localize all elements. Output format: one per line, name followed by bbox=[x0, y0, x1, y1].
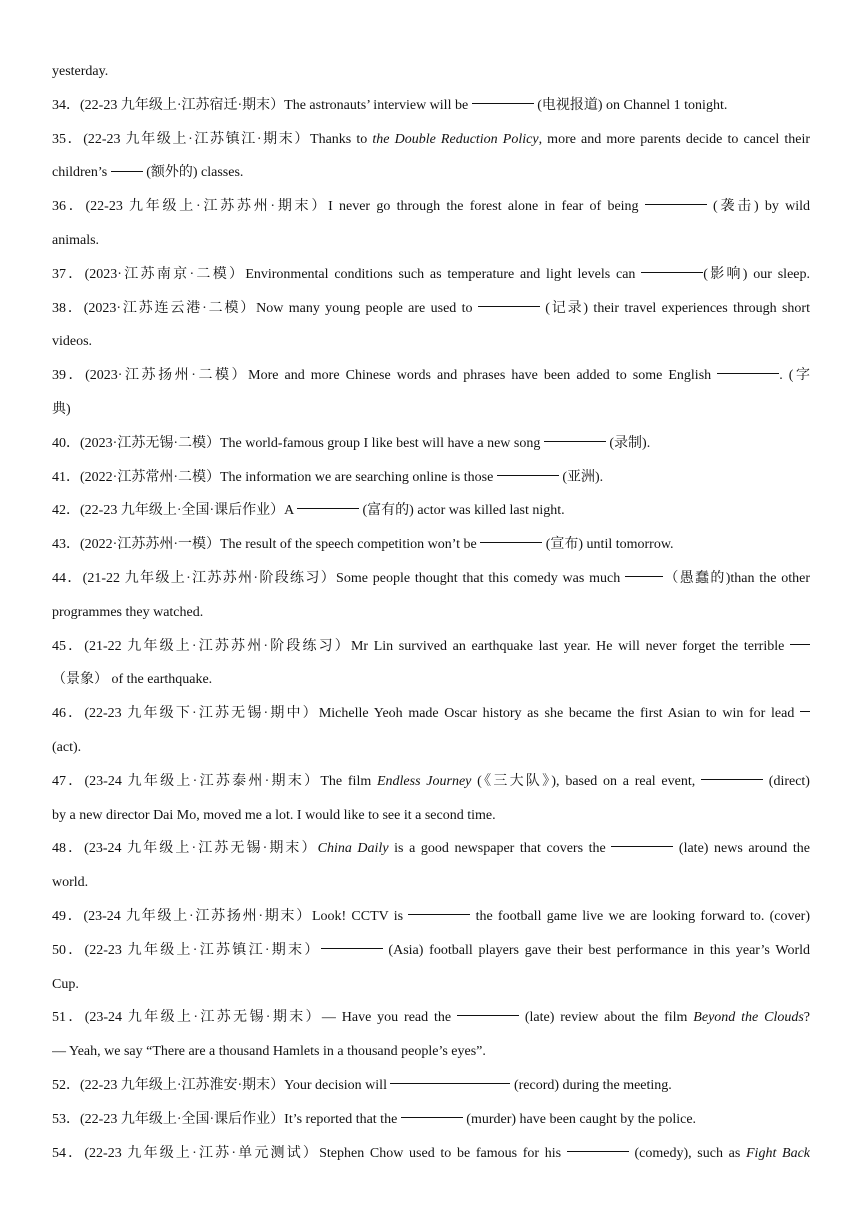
question-source: 46．(22-23 九年级下·江苏无锡·期中） bbox=[52, 706, 319, 722]
question-source: 36．(22-23 九年级上·江苏苏州·期末） bbox=[52, 199, 329, 215]
question-source: 52．(22-23 九年级上·江苏淮安·期末） bbox=[52, 1077, 285, 1093]
question-38: 38．(2023·江苏连云港·二模）Now many young people are used to (记录) their travel experiences through short bbox=[52, 300, 810, 316]
question-50: 50．(22-23 九年级上·江苏镇江·期末） (Asia) football players gave their best performance in this year’s World bbox=[52, 942, 810, 958]
question-51: 51．(23-24 九年级上·江苏无锡·期末）— Have you read the (late) review about the film Beyond the Clouds? bbox=[52, 1010, 810, 1026]
question-source: 50．(22-23 九年级上·江苏镇江·期末） bbox=[52, 942, 321, 958]
answer-blank[interactable] bbox=[478, 306, 540, 307]
question-source: 45．(21-22 九年级上·江苏苏州·阶段练习） bbox=[52, 638, 351, 654]
answer-blank[interactable] bbox=[457, 1015, 519, 1016]
answer-blank[interactable] bbox=[567, 1151, 629, 1152]
question-36: 36．(22-23 九年级上·江苏苏州·期末）I never go through the forest alone in fear of being (袭击) by wild bbox=[52, 199, 810, 215]
answer-blank[interactable] bbox=[625, 576, 663, 577]
question-source: 37．(2023·江苏南京·二模） bbox=[52, 266, 246, 282]
answer-blank[interactable] bbox=[544, 441, 606, 442]
question-source: 54．(22-23 九年级上·江苏·单元测试） bbox=[52, 1145, 320, 1161]
answer-blank[interactable] bbox=[390, 1083, 510, 1084]
question-49: 49．(23-24 九年级上·江苏扬州·期末）Look! CCTV is the football game live we are looking forward to. (cover) bbox=[52, 908, 810, 924]
question-source: 40．(2023·江苏无锡·二模） bbox=[52, 435, 220, 451]
question-source: 34．(22-23 九年级上·江苏宿迁·期末） bbox=[52, 97, 285, 113]
question-source: 38．(2023·江苏连云港·二模） bbox=[52, 300, 257, 316]
question-37: 37．(2023·江苏南京·二模）Environmental conditions such as temperature and light levels can (影响) our sleep. bbox=[52, 266, 810, 282]
question-52: 52．(22-23 九年级上·江苏淮安·期末）Your decision will (record) during the meeting. bbox=[52, 1077, 672, 1093]
text-line: 典) bbox=[52, 401, 71, 417]
question-source: 35．(22-23 九年级上·江苏镇江·期末） bbox=[52, 131, 311, 147]
question-42: 42．(22-23 九年级上·全国·课后作业）A (富有的) actor was killed last night. bbox=[52, 503, 565, 519]
text-line: programmes they watched. bbox=[52, 604, 204, 620]
answer-blank[interactable] bbox=[717, 373, 779, 374]
text-line: videos. bbox=[52, 334, 93, 350]
answer-blank[interactable] bbox=[111, 171, 143, 172]
answer-blank[interactable] bbox=[321, 948, 383, 949]
question-source: 51．(23-24 九年级上·江苏无锡·期末） bbox=[52, 1010, 322, 1026]
answer-blank[interactable] bbox=[297, 508, 359, 509]
text-line: world. bbox=[52, 875, 89, 891]
question-source: 39．(2023·江苏扬州·二模） bbox=[52, 368, 249, 384]
answer-blank[interactable] bbox=[790, 644, 810, 645]
question-54: 54．(22-23 九年级上·江苏·单元测试）Stephen Chow used to be famous for his (comedy), such as Fight Back bbox=[52, 1145, 810, 1161]
text-line: — Yeah, we say “There are a thousand Hamlets in a thousand people’s eyes”. bbox=[52, 1044, 486, 1060]
question-48: 48．(23-24 九年级上·江苏无锡·期末）China Daily is a good newspaper that covers the (late) news around the bbox=[52, 841, 810, 857]
text-line: (act). bbox=[52, 739, 82, 755]
question-source: 43．(2022·江苏苏州·一模） bbox=[52, 537, 220, 553]
answer-blank[interactable] bbox=[472, 103, 534, 104]
text-line: children’s (额外的) classes. bbox=[52, 165, 244, 181]
question-source: 41．(2022·江苏常州·二模） bbox=[52, 469, 220, 485]
question-source: 48．(23-24 九年级上·江苏无锡·期末） bbox=[52, 841, 318, 857]
text-line: （景象） of the earthquake. bbox=[52, 672, 213, 688]
answer-blank[interactable] bbox=[701, 779, 763, 780]
text-line: Cup. bbox=[52, 976, 79, 992]
worksheet-page bbox=[52, 55, 810, 1170]
text-line: yesterday. bbox=[52, 64, 109, 79]
question-43: 43．(2022·江苏苏州·一模）The result of the speech competition won’t be (宣布) until tomorrow. bbox=[52, 537, 674, 553]
answer-blank[interactable] bbox=[408, 914, 470, 915]
question-41: 41．(2022·江苏常州·二模）The information we are searching online is those (亚洲). bbox=[52, 469, 604, 485]
question-53: 53．(22-23 九年级上·全国·课后作业）It’s reported that the (murder) have been caught by the police. bbox=[52, 1111, 697, 1127]
question-35: 35．(22-23 九年级上·江苏镇江·期末）Thanks to the Double Reduction Policy, more and more parents decide to cancel their bbox=[52, 131, 810, 147]
answer-blank[interactable] bbox=[645, 204, 707, 205]
question-45: 45．(21-22 九年级上·江苏苏州·阶段练习）Mr Lin survived an earthquake last year. He will never forget the terrible bbox=[52, 630, 810, 664]
question-34: 34．(22-23 九年级上·江苏宿迁·期末）The astronauts’ interview will be (电视报道) on Channel 1 tonight. bbox=[52, 97, 728, 113]
question-40: 40．(2023·江苏无锡·二模）The world-famous group I like best will have a new song (录制). bbox=[52, 435, 651, 451]
question-source: 44．(21-22 九年级上·江苏苏州·阶段练习） bbox=[52, 570, 337, 586]
answer-blank[interactable] bbox=[800, 711, 810, 712]
question-47: 47．(23-24 九年级上·江苏泰州·期末）The film Endless Journey (《三大队》), based on a real event, (direct) bbox=[52, 773, 810, 789]
question-source: 42．(22-23 九年级上·全国·课后作业） bbox=[52, 503, 285, 519]
question-44: 44．(21-22 九年级上·江苏苏州·阶段练习）Some people thought that this comedy was much （愚蠢的)than the other bbox=[52, 570, 810, 586]
answer-blank[interactable] bbox=[401, 1117, 463, 1118]
question-source: 53．(22-23 九年级上·全国·课后作业） bbox=[52, 1111, 285, 1127]
question-46: 46．(22-23 九年级下·江苏无锡·期中）Michelle Yeoh made Oscar history as she became the first Asian to win for lead bbox=[52, 697, 810, 731]
text-line: animals. bbox=[52, 232, 100, 248]
text-line: by a new director Dai Mo, moved me a lot. I would like to see it a second time. bbox=[52, 807, 496, 823]
answer-blank[interactable] bbox=[480, 542, 542, 543]
question-source: 49．(23-24 九年级上·江苏扬州·期末） bbox=[52, 908, 312, 924]
question-39: 39．(2023·江苏扬州·二模）More and more Chinese words and phrases have been added to some English . (字 bbox=[52, 368, 810, 384]
question-source: 47．(23-24 九年级上·江苏泰州·期末） bbox=[52, 773, 321, 789]
answer-blank[interactable] bbox=[641, 272, 703, 273]
answer-blank[interactable] bbox=[497, 475, 559, 476]
answer-blank[interactable] bbox=[611, 846, 673, 847]
